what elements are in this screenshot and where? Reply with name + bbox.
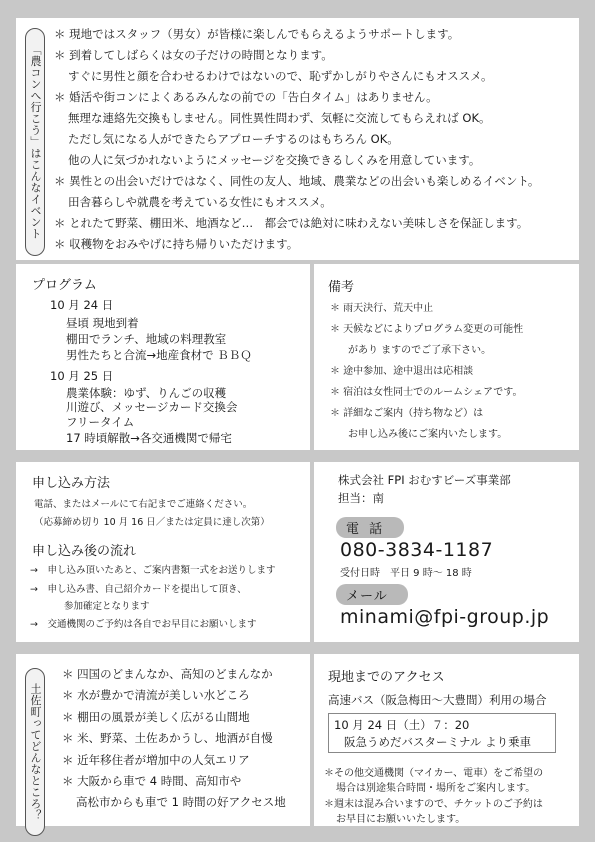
notes-line: ＊ 途中参加、途中退出は応相談: [330, 366, 474, 377]
notes-line: ＊ 宿泊は女性同士でのルームシェアです。: [330, 387, 523, 398]
program-item: フリータイム: [66, 415, 135, 429]
apply-flow-title: 申し込み後の流れ: [32, 544, 137, 559]
access-note: お早目にお願いいたします。: [336, 814, 466, 825]
contact-hours: 受付日時 平日 9 時～ 18 時: [340, 568, 472, 579]
intro-line: ただし気になる人ができたらアプローチするのはもちろん OK。: [68, 132, 399, 146]
tel-label: 電 話: [336, 517, 404, 538]
mail-address[interactable]: minami@fpi-group.jp: [340, 606, 550, 628]
notes-line: ＊ 天候などによりプログラム変更の可能性: [330, 324, 524, 335]
contact-panel: [314, 462, 579, 642]
program-item: 17 時頃解散→各交通機関で帰宅: [66, 431, 232, 445]
intro-line: 田舎暮らしや就農を考えている女性にもオススメ。: [68, 195, 332, 209]
access-box-line: 阪急うめだバスターミナル より乗車: [344, 735, 532, 749]
town-panel: [16, 654, 310, 826]
apply-panel: [16, 462, 310, 642]
town-line: ＊ 棚田の風景が美しく広がる山間地: [62, 710, 250, 724]
intro-panel: [16, 18, 579, 260]
town-tab-label: 土佐町ってどんなところ？: [29, 683, 42, 821]
access-panel: [314, 654, 579, 826]
intro-tab: [25, 28, 45, 256]
notes-line: があり ますのでご了承下さい。: [348, 345, 492, 356]
program-title: プログラム: [32, 278, 97, 293]
program-item: 川遊び、メッセージカード交換会: [66, 400, 238, 414]
access-title: 現地までのアクセス: [328, 670, 445, 685]
notes-title: 備考: [328, 280, 355, 295]
access-note: 場合は別途集合時間・場所をご案内します。: [336, 783, 536, 794]
town-tab: [25, 668, 45, 836]
program-day1: 10 月 24 日: [50, 298, 114, 312]
program-panel: [16, 264, 310, 450]
access-note: ＊週末は混み合いますので、チケットのご予約は: [324, 799, 543, 810]
town-line: ＊ 四国のどまんなか、高知のどまんなか: [62, 667, 273, 681]
access-subtitle: 高速バス（阪急梅田～大豊間）利用の場合: [328, 693, 547, 707]
contact-company: 株式会社 FPI おむすビーズ事業部: [338, 473, 511, 487]
notes-panel: [314, 264, 579, 450]
access-note: ＊その他交通機関（マイカー、電車）をご希望の: [324, 768, 544, 779]
apply-title: 申し込み方法: [32, 476, 111, 491]
apply-line: 電話、またはメールにて右記までご連絡ください。: [34, 499, 253, 510]
mail-label: メール: [336, 584, 408, 605]
tel-number[interactable]: 080-3834-1187: [340, 539, 494, 561]
intro-line: 無理な連絡先交換もしません。同性異性問わず、気軽に交流してもらえれば OK。: [68, 111, 491, 125]
intro-line: ＊ とれたて野菜、棚田米、地酒など… 都会では絶対に味わえない美味しさを保証します。: [54, 216, 529, 230]
program-item: 男性たちと合流→地産食材で ＢＢＱ: [66, 348, 252, 362]
intro-line: すぐに男性と顔を合わせるわけではないので、恥ずかしがりやさんにもオススメ。: [68, 69, 493, 83]
town-line: ＊ 米、野菜、土佐あかうし、地酒が自慢: [62, 731, 273, 745]
notes-line: ＊ 詳細なご案内（持ち物など）は: [330, 408, 484, 419]
intro-line: ＊ 到着してしばらくは女の子だけの時間となります。: [54, 48, 333, 62]
program-item: 棚田でランチ、地域の料理教室: [66, 332, 227, 346]
intro-line: ＊ 収穫物をおみやげに持ち帰りいただけます。: [54, 237, 299, 251]
intro-line: 他の人に気づかれないようにメッセージを交換できるしくみを用意しています。: [68, 153, 481, 167]
apply-flow-item: → 申し込み頂いたあと、ご案内書類一式をお送りします: [30, 565, 276, 576]
town-line: 高松市からも車で 1 時間の好アクセス地: [76, 795, 286, 809]
program-item: 昼頃 現地到着: [66, 316, 139, 330]
program-day2: 10 月 25 日: [50, 369, 114, 383]
intro-line: ＊ 異性との出会いだけではなく、同性の友人、地域、農業などの出会いも楽しめるイベント。: [54, 174, 540, 188]
intro-line: ＊ 婚活や街コンによくあるみんなの前での「告白タイム」はありません。: [54, 90, 438, 104]
notes-line: ＊ 雨天決行、荒天中止: [330, 303, 434, 314]
notes-line: お申し込み後にご案内いたします。: [348, 429, 508, 440]
apply-flow-item: → 申し込み書、自己紹介カードを提出して頂き、: [30, 584, 247, 595]
apply-flow-item: → 交通機関のご予約は各自でお早目にお願いします: [30, 619, 257, 630]
program-item: 農業体験：ゆず、りんごの収穫: [66, 386, 227, 400]
apply-flow-item: 参加確定となります: [64, 601, 150, 612]
town-line: ＊ 水が豊かで清流が美しい水どころ: [62, 688, 250, 702]
access-box-line: 10 月 24 日（土）７：20: [334, 718, 470, 732]
intro-line: ＊ 現地ではスタッフ（男女）が皆様に楽しんでもらえるようサポートします。: [54, 27, 460, 41]
town-line: ＊ 近年移住者が増加中の人気エリア: [62, 753, 250, 767]
apply-line: （応募締め切り 10 月 16 日／または定員に達し次第）: [34, 517, 270, 528]
contact-person: 担当：南: [338, 491, 384, 505]
town-line: ＊ 大阪から車で 4 時間、高知市や: [62, 774, 242, 788]
intro-tab-label: 「農コンへ行こう」はこんなイベント: [29, 44, 42, 240]
